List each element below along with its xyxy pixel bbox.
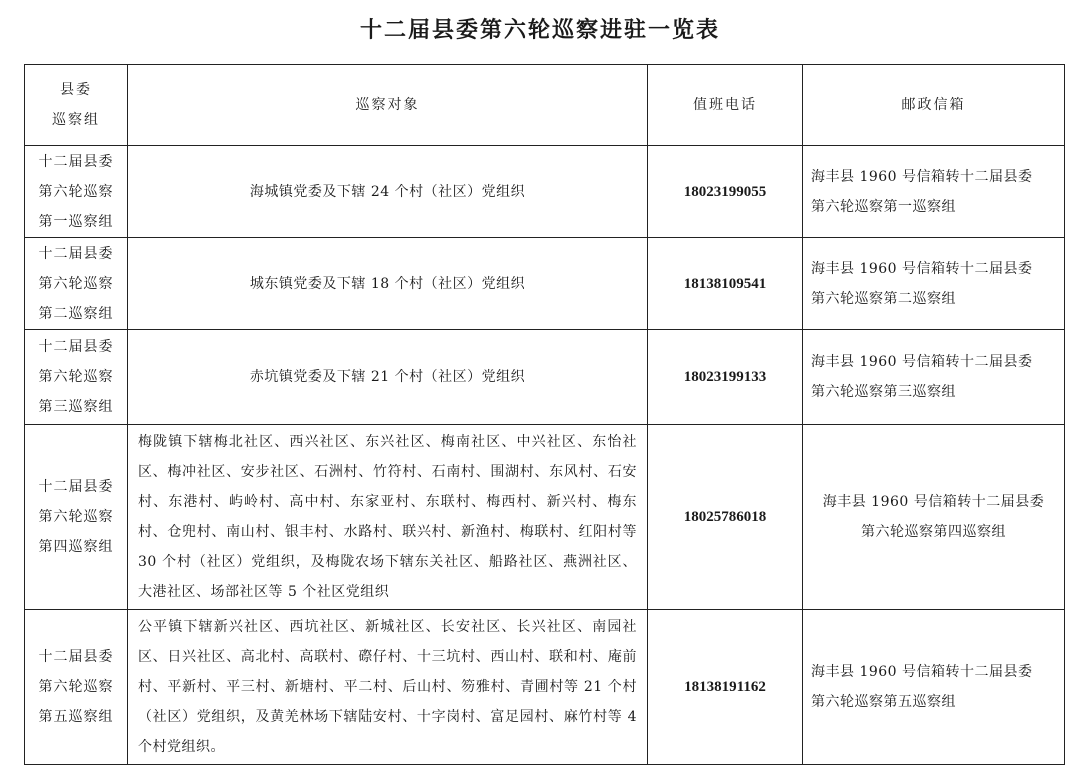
group-line: 第六轮巡察 (38, 679, 114, 695)
mail-cell (803, 146, 1065, 238)
mail-line: 第六轮巡察第五巡察组 (811, 694, 956, 710)
mail-line: 海丰县 1960 号信箱转十二届县委 (811, 354, 1033, 370)
mail-line: 海丰县 1960 号信箱转十二届县委 (811, 168, 1033, 185)
header-group-line2: 巡察组 (52, 112, 100, 128)
header-target: 巡察对象 (128, 65, 648, 146)
group-line: 第三巡察组 (38, 399, 114, 415)
target-cell: 公平镇下辖新兴社区、西坑社区、新城社区、长安社区、长兴社区、南园社区、日兴社区、高北村、高联村、磜仔村、十三坑村、西山村、联和村、庵前村、平新村、平三村、新塘村、平二村、后山村、笏雅村、青圃村等 21 个村（社区）党组织，及黄羌林场下辖陆安村、十字岗村、富足园村、麻竹村等 4 个村党组织。 (128, 610, 648, 765)
group-line: 十二届县委 (38, 479, 114, 495)
header-mail: 邮政信箱 (803, 65, 1065, 146)
mail-line: 第六轮巡察第三巡察组 (811, 384, 956, 400)
group-line: 第六轮巡察 (38, 183, 114, 200)
mail-line: 第六轮巡察第二巡察组 (811, 290, 956, 307)
table-row (25, 425, 1065, 610)
group-cell (25, 610, 128, 765)
group-cell (25, 146, 128, 238)
group-line: 十二届县委 (38, 649, 114, 665)
inspection-table (24, 64, 1065, 765)
table-row (25, 330, 1065, 425)
phone-cell: 18025786018 (648, 425, 803, 610)
group-line: 第五巡察组 (38, 709, 114, 725)
phone-cell: 18023199055 (648, 146, 803, 238)
mail-line: 海丰县 1960 号信箱转十二届县委 (822, 494, 1045, 510)
mail-line: 第六轮巡察第四巡察组 (861, 524, 1006, 540)
header-group (25, 65, 128, 146)
target-cell: 城东镇党委及下辖 18 个村（社区）党组织 (128, 238, 648, 330)
table-header-row (25, 65, 1065, 146)
table-row (25, 146, 1065, 238)
page-title: 十二届县委第六轮巡察进驻一览表 (359, 17, 720, 43)
group-line: 第六轮巡察 (38, 509, 114, 525)
group-line: 十二届县委 (38, 245, 114, 262)
table-row (25, 238, 1065, 330)
group-line: 第六轮巡察 (38, 275, 114, 292)
mail-line: 第六轮巡察第一巡察组 (811, 198, 956, 215)
mail-cell (803, 330, 1065, 425)
header-group-line1: 县委 (60, 82, 92, 98)
group-line: 十二届县委 (38, 339, 114, 355)
mail-line: 海丰县 1960 号信箱转十二届县委 (811, 664, 1033, 680)
header-phone: 值班电话 (648, 65, 803, 146)
phone-cell: 18138109541 (648, 238, 803, 330)
group-line: 第六轮巡察 (38, 369, 114, 385)
group-line: 第二巡察组 (38, 305, 114, 322)
group-line: 第一巡察组 (38, 213, 114, 230)
mail-cell (803, 238, 1065, 330)
phone-cell: 18138191162 (648, 610, 803, 765)
target-cell: 海城镇党委及下辖 24 个村（社区）党组织 (128, 146, 648, 238)
target-cell: 梅陇镇下辖梅北社区、西兴社区、东兴社区、梅南社区、中兴社区、东怡社区、梅冲社区、安步社区、石洲村、竹符村、石南村、围湖村、东风村、石安村、东港村、屿岭村、高中村、东家亚村、东联村、梅西村、新兴村、梅东村、仓兜村、南山村、银丰村、水路村、联兴村、新渔村、梅联村、红阳村等 30 个村（社区）党组织，及梅陇农场下辖东关社区、船路社区、燕洲社区、大港社区、场部社区等 5 个社区党组织 (128, 425, 648, 610)
group-cell (25, 238, 128, 330)
mail-line: 海丰县 1960 号信箱转十二届县委 (811, 260, 1033, 277)
target-cell: 赤坑镇党委及下辖 21 个村（社区）党组织 (128, 330, 648, 425)
group-line: 第四巡察组 (38, 539, 114, 555)
table-row (25, 610, 1065, 765)
mail-cell (803, 425, 1065, 610)
group-cell (25, 330, 128, 425)
mail-cell (803, 610, 1065, 765)
phone-cell: 18023199133 (648, 330, 803, 425)
group-line: 十二届县委 (38, 153, 114, 170)
group-cell (25, 425, 128, 610)
